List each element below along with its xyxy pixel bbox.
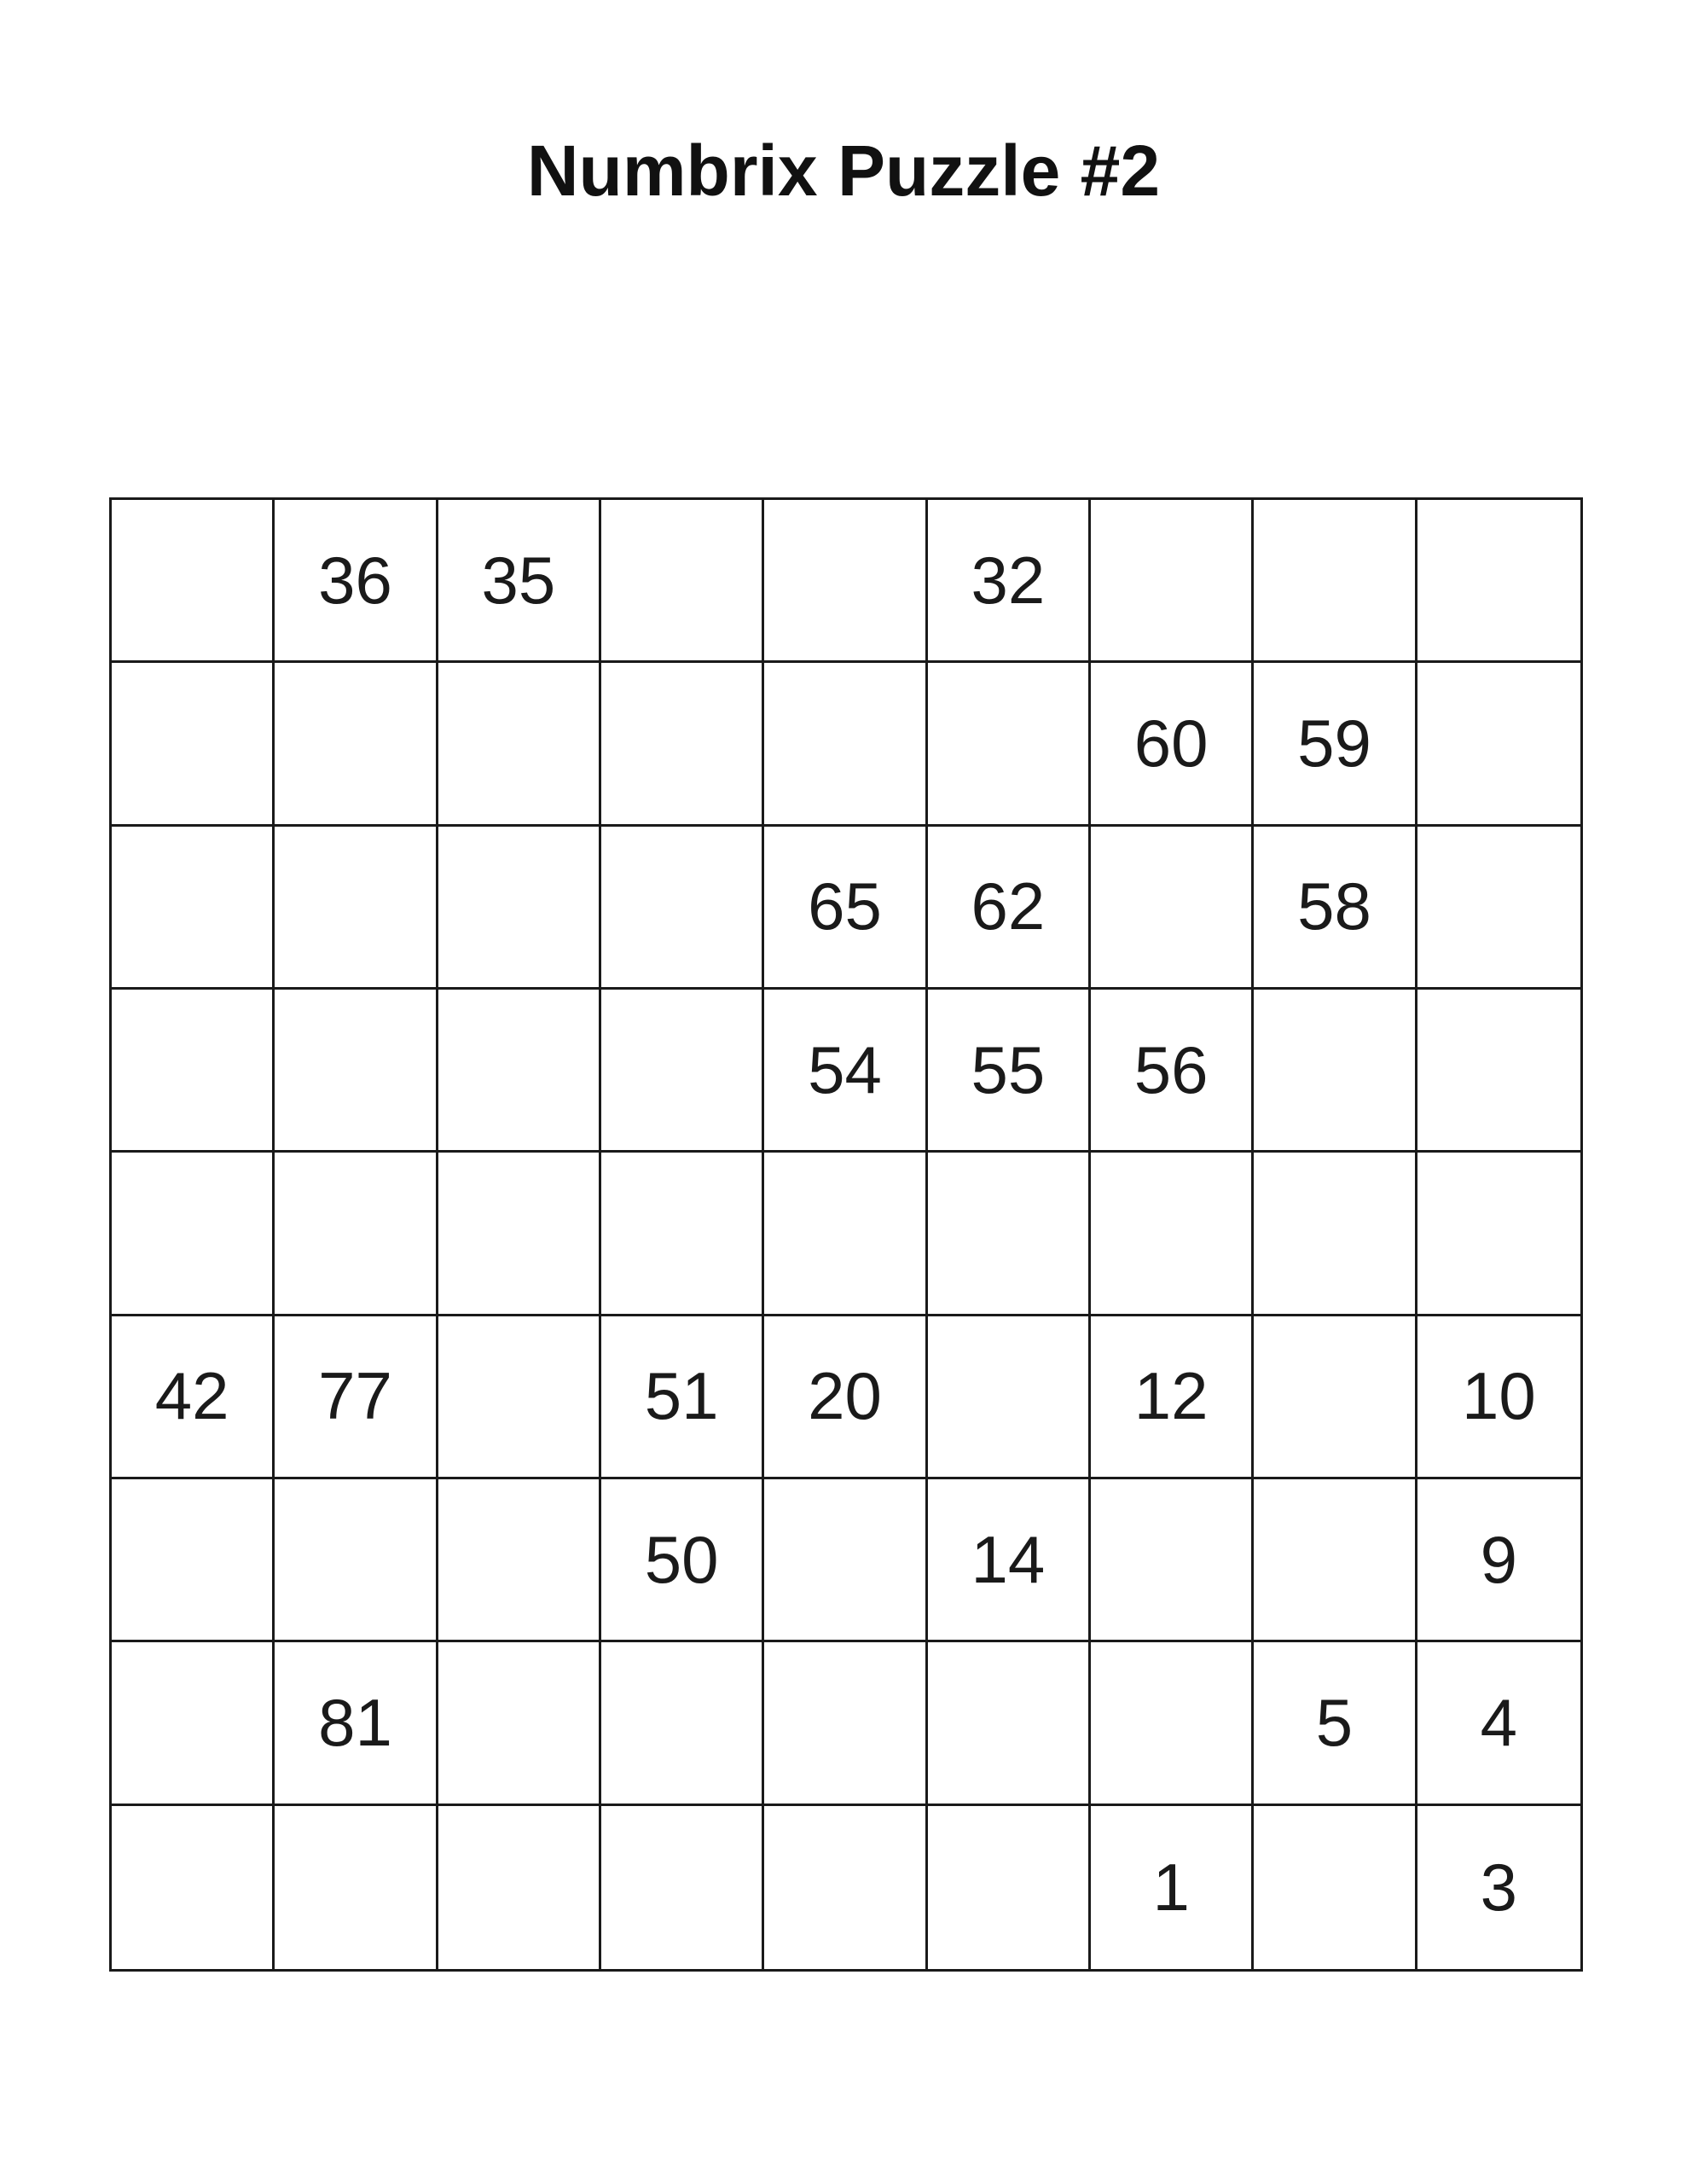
empty-cell[interactable] [764,1153,927,1316]
given-number-cell: 65 [764,827,927,990]
empty-cell[interactable] [112,827,275,990]
given-number-cell: 10 [1417,1316,1580,1479]
given-number-cell: 55 [928,990,1091,1153]
empty-cell[interactable] [275,663,438,826]
empty-cell[interactable] [764,1642,927,1805]
given-number-cell: 59 [1254,663,1417,826]
empty-cell[interactable] [1417,1153,1580,1316]
empty-cell[interactable] [1091,1642,1254,1805]
given-number-cell: 51 [601,1316,764,1479]
empty-cell[interactable] [1417,827,1580,990]
given-number-cell: 42 [112,1316,275,1479]
empty-cell[interactable] [1091,1153,1254,1316]
empty-cell[interactable] [438,1642,601,1805]
empty-cell[interactable] [438,1316,601,1479]
empty-cell[interactable] [1254,500,1417,663]
puzzle-title: Numbrix Puzzle #2 [526,131,1161,211]
empty-cell[interactable] [601,663,764,826]
empty-cell[interactable] [601,990,764,1153]
empty-cell[interactable] [1254,1806,1417,1969]
given-number-cell: 35 [438,500,601,663]
given-number-cell: 50 [601,1479,764,1642]
empty-cell[interactable] [1254,1479,1417,1642]
given-number-cell: 20 [764,1316,927,1479]
empty-cell[interactable] [928,1642,1091,1805]
empty-cell[interactable] [928,1316,1091,1479]
empty-cell[interactable] [1254,990,1417,1153]
empty-cell[interactable] [112,500,275,663]
empty-cell[interactable] [275,1153,438,1316]
given-number-cell: 1 [1091,1806,1254,1969]
empty-cell[interactable] [1254,1316,1417,1479]
empty-cell[interactable] [438,990,601,1153]
empty-cell[interactable] [928,1806,1091,1969]
empty-cell[interactable] [764,1806,927,1969]
given-number-cell: 81 [275,1642,438,1805]
empty-cell[interactable] [1091,827,1254,990]
empty-cell[interactable] [112,990,275,1153]
given-number-cell: 62 [928,827,1091,990]
given-number-cell: 77 [275,1316,438,1479]
empty-cell[interactable] [764,663,927,826]
given-number-cell: 32 [928,500,1091,663]
empty-cell[interactable] [601,1806,764,1969]
empty-cell[interactable] [275,1479,438,1642]
empty-cell[interactable] [928,1153,1091,1316]
empty-cell[interactable] [438,1153,601,1316]
empty-cell[interactable] [112,1806,275,1969]
empty-cell[interactable] [601,500,764,663]
empty-cell[interactable] [112,1153,275,1316]
given-number-cell: 60 [1091,663,1254,826]
given-number-cell: 58 [1254,827,1417,990]
empty-cell[interactable] [1417,663,1580,826]
given-number-cell: 54 [764,990,927,1153]
empty-cell[interactable] [928,663,1091,826]
empty-cell[interactable] [1091,1479,1254,1642]
empty-cell[interactable] [112,1642,275,1805]
puzzle-grid [109,497,1583,1972]
given-number-cell: 4 [1417,1642,1580,1805]
empty-cell[interactable] [601,827,764,990]
empty-cell[interactable] [112,1479,275,1642]
given-number-cell: 56 [1091,990,1254,1153]
given-number-cell: 36 [275,500,438,663]
empty-cell[interactable] [438,1479,601,1642]
empty-cell[interactable] [438,1806,601,1969]
given-number-cell: 5 [1254,1642,1417,1805]
empty-cell[interactable] [1417,990,1580,1153]
empty-cell[interactable] [438,663,601,826]
empty-cell[interactable] [112,663,275,826]
empty-cell[interactable] [601,1153,764,1316]
empty-cell[interactable] [1254,1153,1417,1316]
given-number-cell: 14 [928,1479,1091,1642]
empty-cell[interactable] [275,1806,438,1969]
empty-cell[interactable] [275,990,438,1153]
empty-cell[interactable] [1417,500,1580,663]
given-number-cell: 3 [1480,1849,1518,1925]
given-number-cell: 9 [1417,1479,1580,1642]
empty-cell[interactable] [275,827,438,990]
empty-cell[interactable] [438,827,601,990]
given-number-cell: 12 [1091,1316,1254,1479]
empty-cell[interactable] [601,1642,764,1805]
empty-cell[interactable] [764,500,927,663]
empty-cell[interactable] [1091,500,1254,663]
empty-cell[interactable] [764,1479,927,1642]
